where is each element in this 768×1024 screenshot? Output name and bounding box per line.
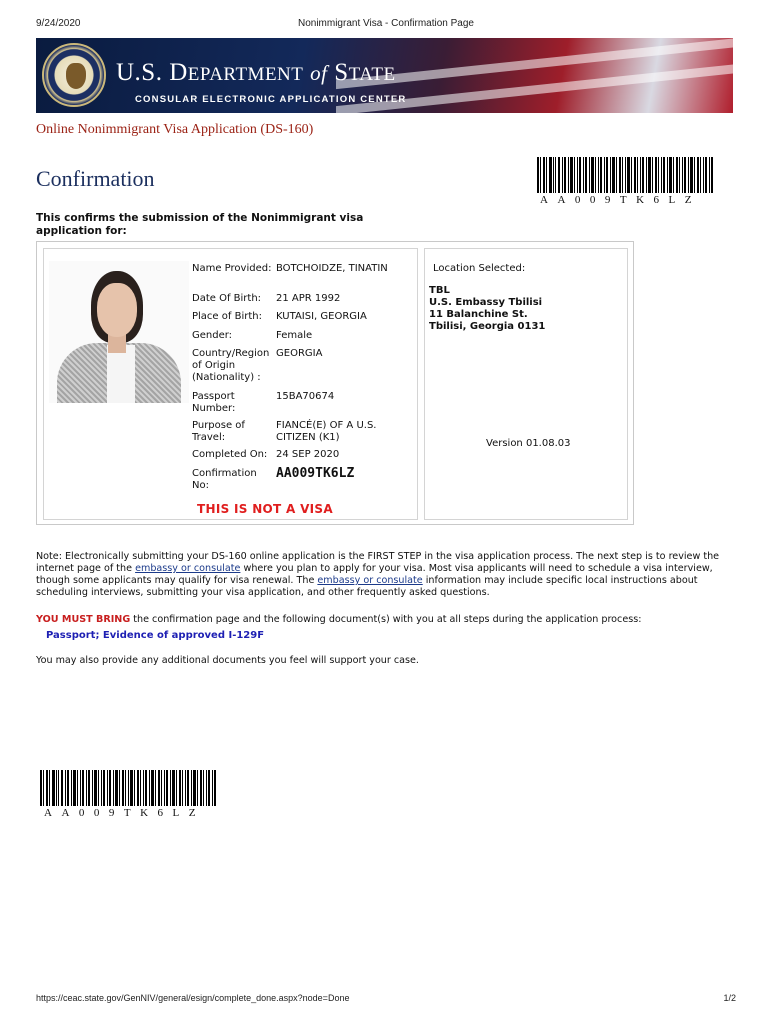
field-value: FIANCÉ(E) OF A U.S. CITIZEN (K1) (276, 420, 377, 443)
barcode-text: AA009TK6LZ (540, 194, 701, 206)
field-value: 24 SEP 2020 (276, 449, 340, 460)
barcode-graphic (40, 770, 216, 806)
required-documents: Passport; Evidence of approved I-129F (46, 630, 265, 641)
field-value: BOTCHOIDZE, TINATIN (276, 263, 388, 274)
field-label: Completed On: (192, 449, 268, 460)
field-label: Gender: (192, 330, 233, 341)
banner-subtitle: CONSULAR ELECTRONIC APPLICATION CENTER (135, 94, 407, 105)
barcode-bottom (40, 770, 216, 819)
field-value: GEORGIA (276, 348, 323, 359)
department-seal-icon (42, 43, 106, 107)
state-department-banner (36, 38, 733, 113)
confirms-text: This confirms the submission of the Nonimmigrant visa application for: (36, 212, 364, 237)
embassy-link[interactable]: embassy or consulate (135, 563, 241, 575)
note-paragraph: Note: Electronically submitting your DS-160 online application is the FIRST STEP in the visa application process. The next step is to review the internet page of the embassy or consulate where you plan to apply for your visa. Most visa applicants will need to schedule a visa interview, though some applicants may qualify for visa renewal. The embassy or consulate information may include specific local instructions about scheduling interviews, submitting your visa application, and other frequently asked questions. (36, 551, 720, 599)
embassy-link[interactable]: embassy or consulate (317, 575, 423, 587)
field-label: Confirmation No: (192, 468, 257, 491)
field-label: Passport Number: (192, 391, 236, 414)
field-value: KUTAISI, GEORGIA (276, 311, 367, 322)
version-label: Version 01.08.03 (486, 438, 571, 449)
field-label: Country/Region of Origin (Nationality) : (192, 348, 270, 383)
field-label: Name Provided: (192, 263, 272, 274)
barcode-graphic (537, 157, 713, 193)
field-label: Place of Birth: (192, 311, 262, 322)
field-value: 15BA70674 (276, 391, 335, 402)
must-bring-label: YOU MUST BRING (36, 614, 131, 625)
additional-documents-text: You may also provide any additional documents you feel will support your case. (36, 655, 419, 666)
page-number: 1/2 (723, 993, 736, 1003)
print-footer (36, 993, 736, 1007)
barcode-text: AA009TK6LZ (44, 807, 205, 819)
confirmation-number: AA009TK6LZ (276, 466, 355, 481)
eagle-icon (66, 63, 86, 89)
department-name: U.S. DEPARTMENT of STATE (116, 59, 396, 86)
applicant-panel (36, 241, 634, 525)
location-heading: Location Selected: (433, 263, 526, 274)
print-header (36, 18, 736, 32)
field-value: 21 APR 1992 (276, 293, 341, 304)
location-address-line: 11 Balanchine St. (429, 309, 528, 320)
applicant-details (43, 248, 418, 520)
print-date: 9/24/2020 (36, 18, 81, 29)
field-label: Date Of Birth: (192, 293, 262, 304)
page-title: Confirmation (36, 166, 155, 191)
location-panel (424, 248, 628, 520)
print-title: Nonimmigrant Visa - Confirmation Page (297, 18, 474, 29)
must-bring-text: YOU MUST BRING the confirmation page and the following document(s) with you at all steps during the application process: (36, 614, 642, 625)
field-value: Female (276, 330, 313, 341)
applicant-photo (49, 261, 189, 403)
location-code: TBL (429, 285, 450, 296)
not-a-visa-warning: THIS IS NOT A VISA (197, 502, 333, 516)
photo-collar (107, 345, 135, 403)
field-label: Purpose of Travel: (192, 420, 245, 443)
photo-face (97, 283, 137, 337)
location-address-line: Tbilisi, Georgia 0131 (429, 321, 546, 332)
location-address-line: U.S. Embassy Tbilisi (429, 297, 543, 308)
barcode-top (537, 157, 713, 206)
print-url: https://ceac.state.gov/GenNIV/general/esign/complete_done.aspx?node=Done (36, 993, 350, 1003)
application-title: Online Nonimmigrant Visa Application (DS-160) (36, 122, 314, 137)
